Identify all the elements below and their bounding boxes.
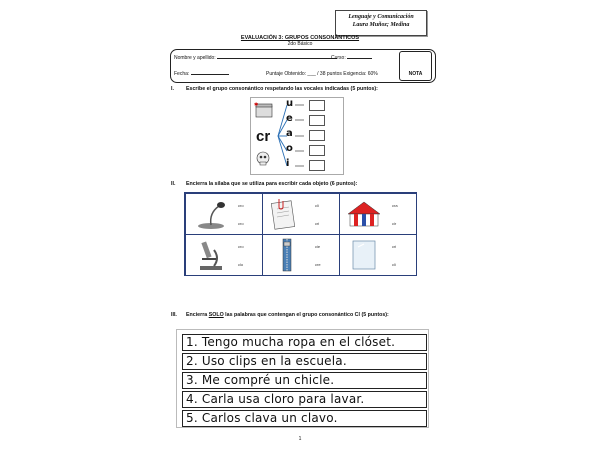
answer-box-a[interactable] <box>309 130 325 141</box>
vowel-i: i <box>286 158 290 169</box>
date-field[interactable] <box>191 74 229 75</box>
sentence-3[interactable]: 3. Me compré un chicle. <box>182 372 427 389</box>
syllable-option[interactable]: cra <box>392 203 398 208</box>
arrows <box>295 105 304 166</box>
score-text: ___ / 38 puntos Exigencia: 60% <box>307 71 378 77</box>
score-label: Puntaje Obtenido: <box>266 71 307 77</box>
cell-microphone <box>185 193 263 235</box>
sentence-1[interactable]: 1. Tengo mucha ropa en el clóset. <box>182 334 427 351</box>
cell-zipper <box>262 234 340 276</box>
name-field[interactable] <box>217 58 337 59</box>
syllable-option[interactable]: cri <box>315 221 320 226</box>
teacher-box <box>335 10 427 36</box>
grade-label: 2do Básico <box>287 41 313 47</box>
worksheet-page <box>162 6 438 446</box>
teacher-name: Laura Muñoz; Medina <box>352 22 410 28</box>
microscope-icon <box>194 238 228 272</box>
section3-instruction <box>186 312 389 318</box>
syllable-option[interactable]: cro <box>238 244 244 249</box>
answer-box-o[interactable] <box>309 145 325 156</box>
syllable-option[interactable]: cli <box>315 203 319 208</box>
date-label: Fecha: <box>174 71 190 77</box>
svg-text:✱: ✱ <box>254 102 259 108</box>
clip-paper-icon <box>271 197 301 231</box>
section1-instruction: Escribe el grupo consonántico respetando las vocales indicadas (5 puntos): <box>186 86 378 92</box>
syllable-option[interactable]: cli <box>392 262 396 267</box>
course-field[interactable] <box>347 58 372 59</box>
sentence-5[interactable]: 5. Carlos clava un clavo. <box>182 410 427 427</box>
section3-instruction-post: las palabras que contengan el grupo consonántico Cl (5 puntos): <box>223 312 389 318</box>
answer-box-u[interactable] <box>309 100 325 111</box>
answer-box-e[interactable] <box>309 115 325 126</box>
teacher-subject: Lenguaje y Comunicación <box>348 14 414 20</box>
vowel-o: o <box>286 143 293 154</box>
syllable-option[interactable]: cri <box>392 244 397 249</box>
section2-instruction: Encierra la sílaba que se utiliza para escribir cada objeto (6 puntos): <box>186 181 358 187</box>
syllable-grid <box>184 192 417 276</box>
syllable-option[interactable]: cir <box>392 221 397 226</box>
microphone-icon <box>191 198 231 230</box>
section3-instruction-emph: SOLO <box>208 312 224 318</box>
nota-label: NOTA <box>408 71 423 77</box>
section2-numeral: II. <box>171 181 176 187</box>
stove-icon <box>254 102 272 117</box>
section1-numeral: I. <box>171 86 174 92</box>
section3-numeral: III. <box>171 312 177 318</box>
sentence-list <box>176 329 429 428</box>
syllable-option[interactable]: cro <box>238 221 244 226</box>
course-label: Curso: <box>331 55 346 61</box>
page-number: 1 <box>298 436 302 442</box>
student-info-box <box>170 49 436 83</box>
syllable-option[interactable]: cro <box>238 203 244 208</box>
section3-instruction-pre: Encierra <box>186 312 209 318</box>
stem-cr: cr <box>256 128 271 145</box>
glass-pane-icon <box>350 239 380 271</box>
cell-microscope <box>185 234 263 276</box>
syllable-option[interactable]: cie <box>315 244 321 249</box>
vowel-e: e <box>286 113 293 124</box>
cell-glass <box>339 234 417 276</box>
zipper-icon <box>277 237 297 273</box>
grade-box[interactable] <box>399 51 432 81</box>
syllable-option[interactable]: cre <box>315 262 321 267</box>
name-label: Nombre y apellido: <box>174 55 216 61</box>
sentence-4[interactable]: 4. Carla usa cloro para lavar. <box>182 391 427 408</box>
answer-box-i[interactable] <box>309 160 325 171</box>
sentence-2[interactable]: 2. Uso clips en la escuela. <box>182 353 427 370</box>
vowel-u: u <box>286 98 294 109</box>
syllable-option[interactable]: clo <box>238 262 244 267</box>
consonant-cluster-figure <box>250 97 344 175</box>
circus-tent-icon <box>346 200 382 230</box>
page-title: EVALUACIÓN 3: GRUPOS CONSONÁNTICOS <box>240 35 360 41</box>
cell-clip <box>262 193 340 235</box>
cell-circus <box>339 193 417 235</box>
vowel-a: a <box>286 128 293 139</box>
skull-icon <box>257 152 269 165</box>
